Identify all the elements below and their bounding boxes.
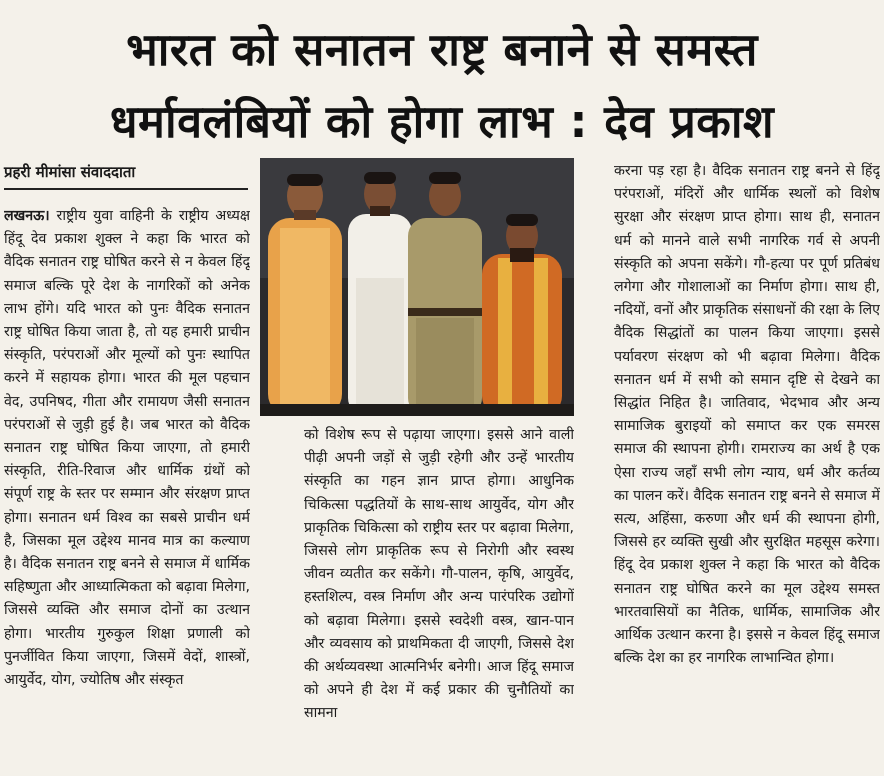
article-column-2	[304, 424, 574, 764]
headline	[0, 14, 884, 158]
column-2-text: को विशेष रूप से पढ़ाया जाएगा। इससे आने वाली पीढ़ी अपनी जड़ों से जुड़ी रहेगी और उन्हें भारतीय संस्कृति का गहन ज्ञान प्राप्त होगा। आधुनिक चिकित्सा पद्धतियों के साथ-साथ आयुर्वेद, योग और प्राकृतिक चिकित्सा को राष्ट्रीय स्तर पर बढ़ावा मिलेगा, जिससे लोग प्राकृतिक रूप से निरोगी और स्वस्थ जीवन व्यतीत कर सकेंगे। गौ-पालन, कृषि, आयुर्वेद, हस्तशिल्प, वस्त्र निर्माण और अन्य पारंपरिक उद्योगों को बढ़ावा मिलेगा। इससे स्वदेशी वस्त्र, खान-पान और व्यवसाय को प्राथमिकता दी जाएगी, जिससे देश की अर्थव्यवस्था आत्मनिर्भर बनेगी। आज हिंदू समाज को अपने ही देश में कई प्रकार की चुनौतियों का सामना	[304, 427, 574, 722]
headline-line-2: धर्मावलंबियों को होगा लाभ : देव प्रकाश	[109, 95, 775, 148]
news-photo	[260, 158, 574, 416]
dateline: लखनऊ।	[4, 208, 50, 224]
article-column-1	[4, 205, 250, 769]
column-1-text: राष्ट्रीय युवा वाहिनी के राष्ट्रीय अध्यक्ष हिंदू देव प्रकाश शुक्ल ने कहा कि भारत को वैदिक सनातन राष्ट्र घोषित करने से न केवल हिंदू समाज बल्कि पूरे देश के नागरिकों को अनेक लाभ होंगे। यदि भारत को पुनः वैदिक सनातन राष्ट्र घोषित किया जाता है, तो यह हमारी प्राचीन संस्कृति, परंपराओं और मूल्यों को पुनः स्थापित करने में सहायक होगा। भारत की मूल पहचान वेद, उपनिषद, गीता और रामायण जैसी सनातन परंपराओं से जुड़ी हुई है। जब भारत को वैदिक सनातन राष्ट्र घोषित किया जाएगा, तो हमारी संस्कृति, रीति-रिवाज और धार्मिक ग्रंथों को संपूर्ण राष्ट्र के स्तर पर सम्मान और संरक्षण प्राप्त होगा। सनातन धर्म विश्व का सबसे प्राचीन धर्म है, जिसका मूल उद्देश्य मानव मात्र का कल्याण है। वैदिक सनातन राष्ट्र बनने से समाज में धार्मिक सहिष्णुता और आध्यात्मिकता को बढ़ावा मिलेगा, जिससे व्यक्ति और समाज दोनों का उत्थान होगा। भारतीय गुरुकुल शिक्षा प्रणाली को पुनर्जीवित किया जाएगा, जिसमें वेदों, शास्त्रों, आयुर्वेद, योग, ज्योतिष और संस्कृत	[4, 208, 250, 689]
byline: प्रहरी मीमांसा संवाददाता	[4, 160, 248, 190]
column-3-text: करना पड़ रहा है। वैदिक सनातन राष्ट्र बनने से हिंदू परंपराओं, मंदिरों और धार्मिक स्थलों को विशेष सुरक्षा और संरक्षण प्राप्त होगा। साथ ही, सनातन धर्म को मानने वाले सभी नागरिक गर्व से अपनी संस्कृति को अपना सकेंगे। गौ-हत्या पर पूर्ण प्रतिबंध लगेगा और गोशालाओं का निर्माण होगा। साथ ही, नदियों, वनों और प्राकृतिक संसाधनों की रक्षा के लिए वैदिक सिद्धांतों का पालन किया जाएगा। इससे पर्यावरण संरक्षण को भी बढ़ावा मिलेगा। वैदिक सनातन धर्म में सभी को समान दृष्टि से देखने का सिद्धांत निहित है। जातिवाद, भेदभाव और अन्य सामाजिक बुराइयों को समाप्त कर एक समरस समाज की स्थापना होगी। रामराज्य का अर्थ है एक ऐसा राज्य जहाँ सभी लोग न्याय, धर्म और कर्तव्य का पालन करें। वैदिक सनातन राष्ट्र बनने से समाज में सत्य, अहिंसा, करुणा और धर्म की स्थापना होगी, जिससे हर व्यक्ति सुखी और सुरक्षित महसूस करेगा। हिंदू देव प्रकाश शुक्ल ने कहा कि भारत को वैदिक सनातन राष्ट्र घोषित करने का मूल उद्देश्य समस्त भारतवासियों का नैतिक, धार्मिक, सामाजिक और आर्थिक उत्थान करना है। इससे न केवल हिंदू समाज बल्कि देश का हर नागरिक लाभान्वित होगा।	[614, 163, 880, 667]
headline-line-1: भारत को सनातन राष्ट्र बनाने से समस्त	[126, 23, 758, 76]
article-column-3	[614, 160, 880, 764]
news-photo-illustration	[260, 158, 574, 416]
